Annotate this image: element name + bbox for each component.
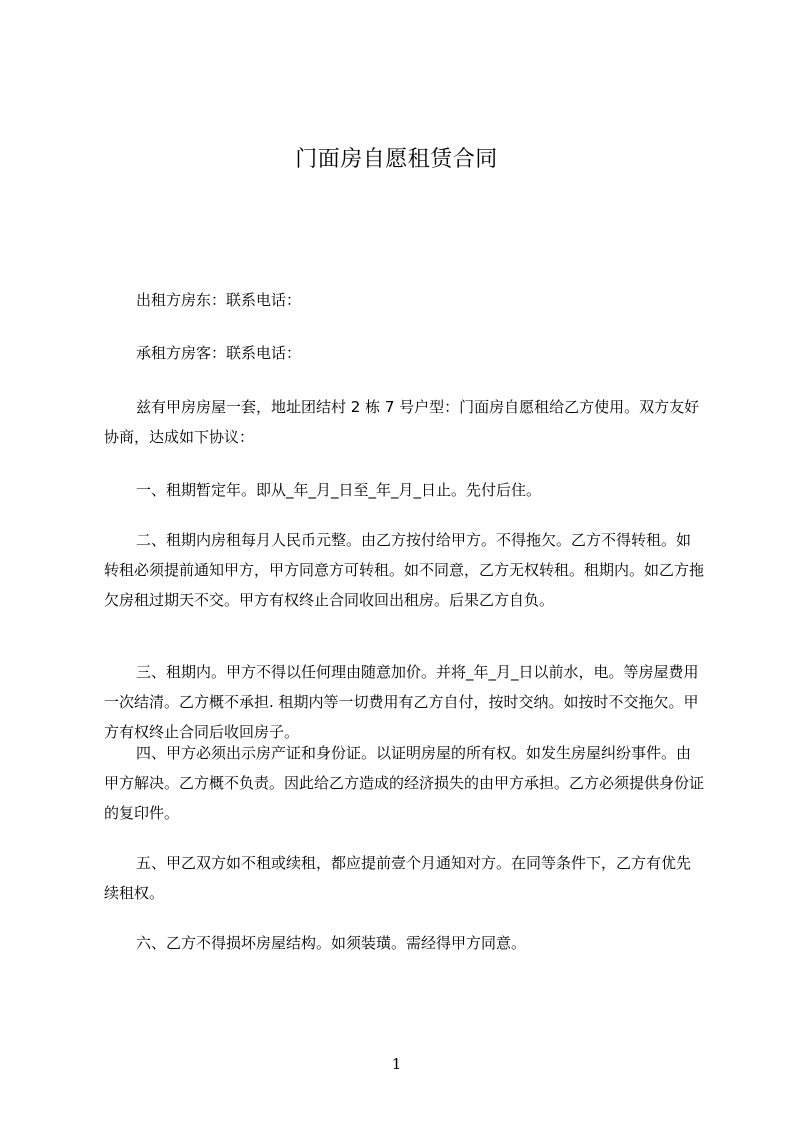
clause-1: 一、租期暂定年。即从_年_月_日至_年_月_日止。先付后住。	[136, 481, 542, 499]
clause-5: 五、甲乙双方如不租或续租，都应提前壹个月通知对方。在同等条件下，乙方有优先续租权。	[104, 854, 692, 902]
paragraph-lessee: 承租方房客：联系电话：	[136, 344, 302, 362]
clause-3: 三、租期内。甲方不得以任何理由随意加价。并将_年_月_日以前水，电。等房屋费用一次结清。乙方概不承担. 租期内等一切费用有乙方自付，按时交纳。如按时不交拖欠。甲方有权终止合同后收回房子。	[104, 663, 699, 741]
document-title: 门面房自愿租赁合同	[295, 147, 498, 172]
clause-4: 四、甲方必须出示房产证和身份证。以证明房屋的所有权。如发生房屋纠纷事件。由甲方解决。乙方概不负责。因此给乙方造成的经济损失的由甲方承担。乙方必须提供身份证的复印件。	[104, 744, 705, 822]
paragraph-preamble: 兹有甲房房屋一套，地址团结村 2 栋 7 号户型：门面房自愿租给乙方使用。双方友好协商，达成如下协议：	[104, 398, 700, 446]
clause-6: 六、乙方不得损坏房屋结构。如须装璜。需经得甲方同意。	[136, 934, 527, 952]
clause-2: 二、租期内房租每月人民币元整。由乙方按付给甲方。不得拖欠。乙方不得转租。如转租必须提前通知甲方，甲方同意方可转租。如不同意，乙方无权转租。租期内。如乙方拖欠房租过期天不交。甲方有权终止合同收回出租房。后果乙方自负。	[104, 531, 705, 609]
page-number: 1	[391, 1055, 402, 1073]
paragraph-lessor: 出租方房东：联系电话：	[136, 291, 302, 309]
